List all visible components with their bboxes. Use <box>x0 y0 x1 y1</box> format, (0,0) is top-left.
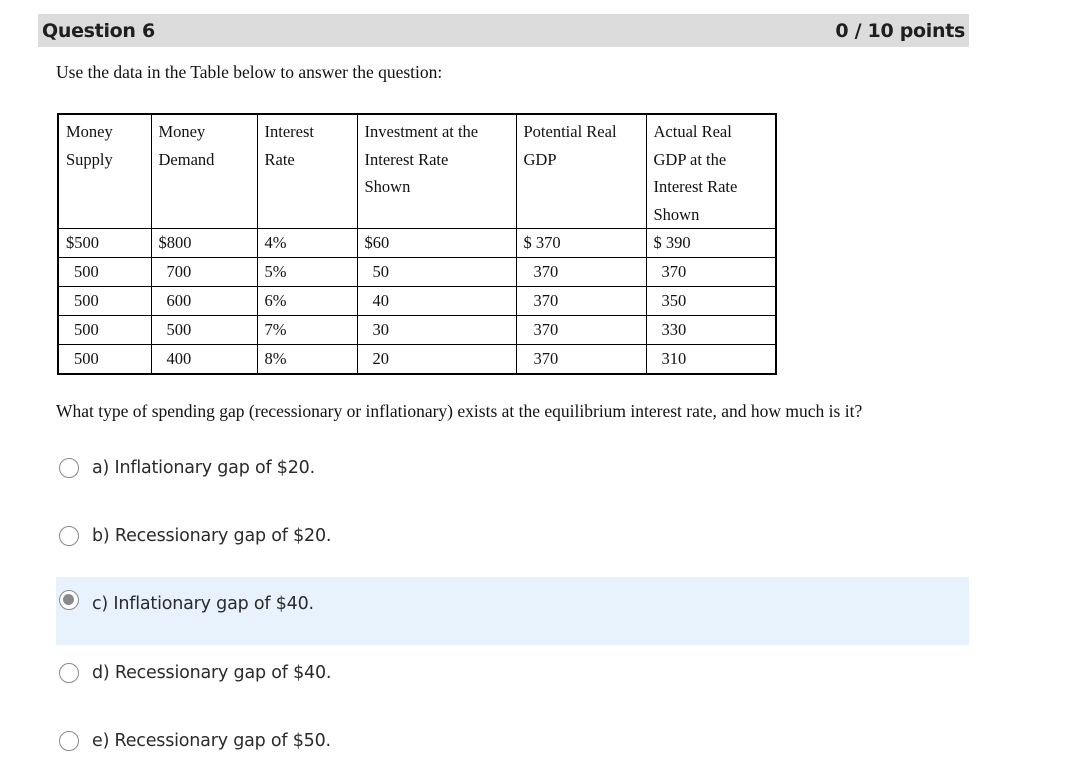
question-header <box>38 14 969 47</box>
table-cell: $60 <box>357 229 516 258</box>
table-cell: 500 <box>151 316 257 345</box>
table-cell: $ 390 <box>646 229 776 258</box>
radio-button-e[interactable] <box>59 731 79 751</box>
table-cell: 370 <box>646 258 776 287</box>
table-cell: $500 <box>58 229 151 258</box>
header-actual-gdp: Actual Real GDP at the Interest Rate Shown <box>646 114 776 229</box>
question-intro: Use the data in the Table below to answer the question: <box>56 62 443 82</box>
option-label[interactable]: e) Recessionary gap of $50. <box>92 731 331 751</box>
table-cell: 370 <box>516 287 646 316</box>
table-cell: 500 <box>58 316 151 345</box>
table-row <box>58 258 776 287</box>
table-cell: 500 <box>58 258 151 287</box>
table-cell: 600 <box>151 287 257 316</box>
table-cell: 500 <box>58 287 151 316</box>
table-cell: 6% <box>257 287 357 316</box>
table-cell: $ 370 <box>516 229 646 258</box>
answer-option-c[interactable] <box>56 577 969 645</box>
header-money-supply: Money Supply <box>58 114 151 229</box>
table-cell: 330 <box>646 316 776 345</box>
radio-button-a[interactable] <box>59 458 79 478</box>
table-cell: 400 <box>151 345 257 375</box>
option-label[interactable]: b) Recessionary gap of $20. <box>92 526 332 546</box>
table-cell: 370 <box>516 316 646 345</box>
table-cell: 4% <box>257 229 357 258</box>
answer-option-d[interactable] <box>56 656 969 724</box>
radio-button-c[interactable] <box>59 590 79 610</box>
radio-button-b[interactable] <box>59 526 79 546</box>
table-cell: 500 <box>58 345 151 375</box>
table-row <box>58 287 776 316</box>
table-cell: $800 <box>151 229 257 258</box>
option-label[interactable]: a) Inflationary gap of $20. <box>92 458 315 478</box>
table-header-row <box>58 114 776 229</box>
table-cell: 5% <box>257 258 357 287</box>
table-cell: 700 <box>151 258 257 287</box>
option-label[interactable]: d) Recessionary gap of $40. <box>92 663 332 683</box>
question-points: 0 / 10 points <box>835 20 965 42</box>
table-cell: 30 <box>357 316 516 345</box>
table-cell: 8% <box>257 345 357 375</box>
answer-option-a[interactable] <box>56 451 969 519</box>
table-cell: 370 <box>516 345 646 375</box>
answer-option-e[interactable] <box>56 724 969 773</box>
table-row <box>58 229 776 258</box>
radio-button-d[interactable] <box>59 663 79 683</box>
table-cell: 370 <box>516 258 646 287</box>
question-prompt: What type of spending gap (recessionary or inflationary) exists at the equilibrium interest rate, and how much is it? <box>56 401 863 421</box>
data-table <box>57 113 777 375</box>
table-cell: 350 <box>646 287 776 316</box>
table-row <box>58 316 776 345</box>
table-cell: 20 <box>357 345 516 375</box>
header-investment: Investment at the Interest Rate Shown <box>357 114 516 229</box>
table-row <box>58 345 776 375</box>
table-cell: 50 <box>357 258 516 287</box>
table-cell: 40 <box>357 287 516 316</box>
header-interest-rate: Interest Rate <box>257 114 357 229</box>
header-money-demand: Money Demand <box>151 114 257 229</box>
header-potential-gdp: Potential Real GDP <box>516 114 646 229</box>
table-cell: 7% <box>257 316 357 345</box>
table-cell: 310 <box>646 345 776 375</box>
option-label[interactable]: c) Inflationary gap of $40. <box>92 594 314 614</box>
question-title: Question 6 <box>42 20 155 42</box>
